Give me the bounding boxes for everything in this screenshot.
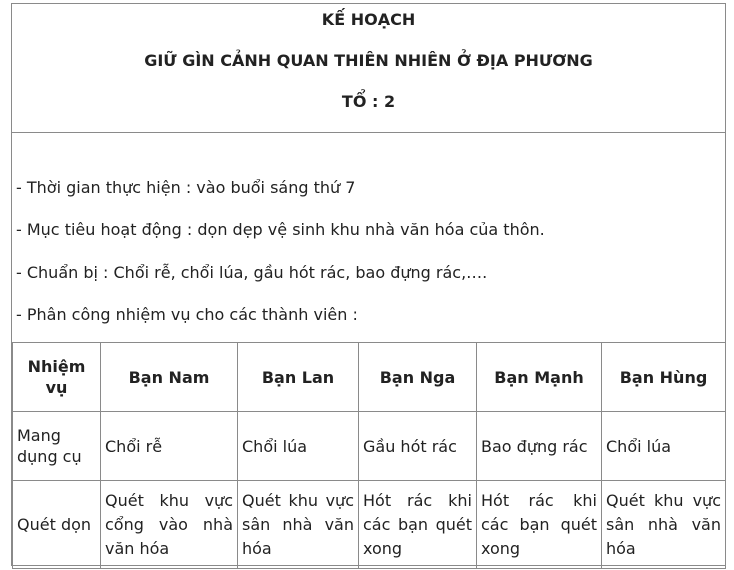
plan-subtitle: GIỮ GÌN CẢNH QUAN THIÊN NHIÊN Ở ĐỊA PHƯƠNG xyxy=(144,51,593,70)
info-assignment: - Phân công nhiệm vụ cho các thành viên : xyxy=(16,305,358,324)
task-name: Quét dọn xyxy=(13,481,101,569)
header-member-nga: Bạn Nga xyxy=(359,343,477,412)
group-label: TỔ : 2 xyxy=(341,92,396,111)
table-cell: Quét khu vực cổng vào nhà văn hóa xyxy=(101,481,238,569)
table-row xyxy=(13,412,726,481)
plan-title: KẾ HOẠCH xyxy=(321,10,416,29)
table-cell: Chổi lúa xyxy=(238,412,359,481)
table-cell: Hót rác khi các bạn quét xong xyxy=(477,481,602,569)
header-member-nam: Bạn Nam xyxy=(101,343,238,412)
table-cell: Quét khu vực sân nhà văn hóa xyxy=(602,481,726,569)
header-member-hung: Bạn Hùng xyxy=(602,343,726,412)
table-row xyxy=(13,481,726,569)
task-table xyxy=(12,342,726,569)
task-name: Mang dụng cụ xyxy=(13,412,101,481)
table-cell: Hót rác khi các bạn quét xong xyxy=(359,481,477,569)
info-time: - Thời gian thực hiện : vào buổi sáng thứ 7 xyxy=(16,178,356,197)
table-cell: Gầu hót rác xyxy=(359,412,477,481)
header-member-lan: Bạn Lan xyxy=(238,343,359,412)
table-header-row xyxy=(13,343,726,412)
plan-header xyxy=(12,4,725,133)
header-member-manh: Bạn Mạnh xyxy=(477,343,602,412)
table-cell: Chổi lúa xyxy=(602,412,726,481)
table-cell: Chổi rễ xyxy=(101,412,238,481)
info-preparation: - Chuẩn bị : Chổi rễ, chổi lúa, gầu hót rác, bao đựng rác,…. xyxy=(16,263,488,282)
header-task: Nhiệm vụ xyxy=(13,343,101,412)
table-cell: Bao đựng rác xyxy=(477,412,602,481)
info-goal: - Mục tiêu hoạt động : dọn dẹp vệ sinh khu nhà văn hóa của thôn. xyxy=(16,220,545,239)
table-cell: Quét khu vực sân nhà văn hóa xyxy=(238,481,359,569)
plan-document xyxy=(11,3,726,566)
